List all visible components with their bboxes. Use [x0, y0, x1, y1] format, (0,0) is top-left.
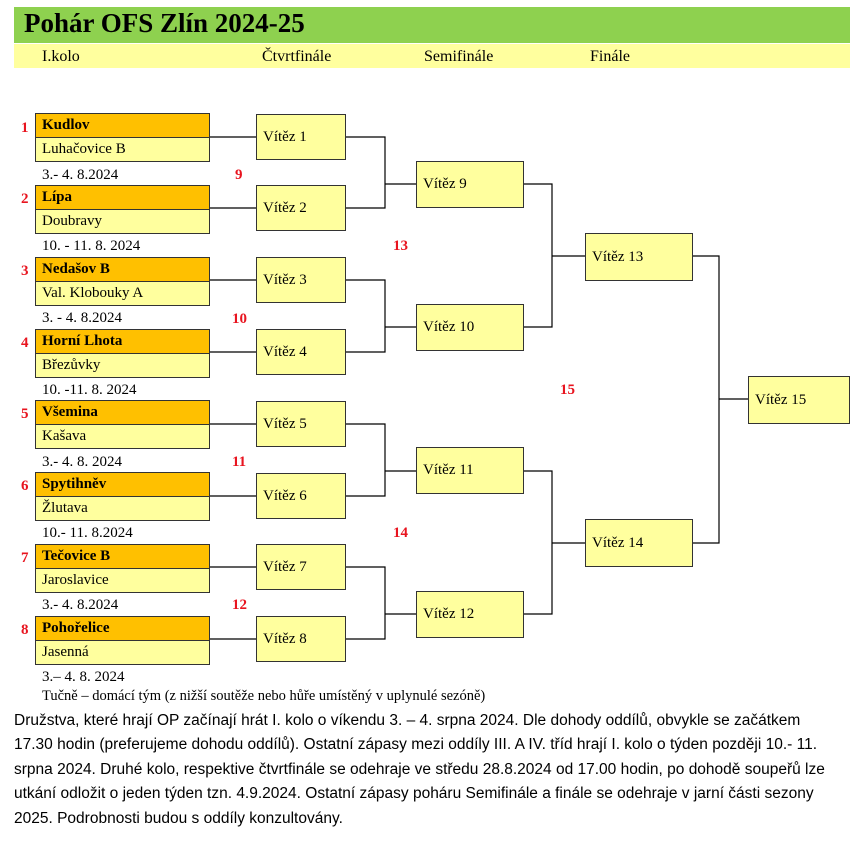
quarterfinal-slot: Vítěz 6: [256, 473, 346, 519]
quarterfinal-slot: Vítěz 7: [256, 544, 346, 590]
semifinal-slot: Vítěz 11: [416, 447, 524, 494]
home-team: Všemina: [35, 400, 210, 425]
semifinal-slot: Vítěz 10: [416, 304, 524, 351]
away-team: Březůvky: [35, 353, 210, 378]
final-match-number: 15: [560, 382, 575, 398]
away-team: Jasenná: [35, 640, 210, 665]
match-date: 3. - 4. 8.2024: [42, 310, 122, 326]
sf-match-number: 13: [393, 238, 408, 254]
quarterfinal-slot: Vítěz 4: [256, 329, 346, 375]
away-team: Luhačovice B: [35, 137, 210, 162]
match-date: 3.- 4. 8.2024: [42, 167, 119, 183]
match-number: 2: [21, 191, 29, 207]
away-team: Žlutava: [35, 496, 210, 521]
round-label-semifinal: Semifinále: [424, 48, 494, 65]
qf-match-number: 10: [232, 311, 247, 327]
match-number: 5: [21, 406, 29, 422]
match-number: 4: [21, 335, 29, 351]
away-team: Jaroslavice: [35, 568, 210, 593]
match-date: 3.- 4. 8.2024: [42, 597, 119, 613]
home-team: Nedašov B: [35, 257, 210, 282]
schedule-note: Družstva, které hrají OP začínají hrát I. kolo o víkendu 3. – 4. srpna 2024. Dle dohody oddílů, obvykle se začátkem 17.30 hodin (preferujeme dohodu oddílů). Ostatní zápasy mezi oddíly III. A IV. tříd hrají I. kolo o týden později 10.- 11. srpna 2024. Druhé kolo, respektive čtvrtfinále se odehraje ve středu 28.8.2024 od 17.00 hodin, po dohodě soupeřů lze utkání odložit o jeden týden tzn. 4.9.2024. Ostatní zápasy poháru Semifinále a finále se odehraje v jarní části sezony 2025. Podrobnosti budou s oddíly konzultovány.: [14, 712, 825, 827]
match-date: 3.– 4. 8. 2024: [42, 669, 125, 685]
champion-slot: Vítěz 15: [748, 376, 850, 424]
match-number: 7: [21, 550, 29, 566]
semifinal-slot: Vítěz 9: [416, 161, 524, 208]
home-team: Pohořelice: [35, 616, 210, 641]
qf-match-number: 11: [232, 454, 247, 470]
round-label-final: Finále: [590, 48, 630, 65]
quarterfinal-slot: Vítěz 3: [256, 257, 346, 303]
home-team: Kudlov: [35, 113, 210, 138]
final-slot: Vítěz 13: [585, 233, 693, 281]
quarterfinal-slot: Vítěz 1: [256, 114, 346, 160]
match-date: 10. -11. 8. 2024: [42, 382, 137, 398]
final-slot: Vítěz 14: [585, 519, 693, 567]
qf-match-number: 12: [232, 597, 247, 613]
page-title: Pohár OFS Zlín 2024-25: [24, 8, 305, 38]
away-team: Kašava: [35, 424, 210, 449]
home-team: Horní Lhota: [35, 329, 210, 354]
sf-match-number: 14: [393, 525, 408, 541]
quarterfinal-slot: Vítěz 5: [256, 401, 346, 447]
round-label-quarterfinal: Čtvrtfinále: [262, 48, 332, 65]
away-team: Val. Klobouky A: [35, 281, 210, 306]
round-label-first: I.kolo: [42, 48, 80, 65]
match-date: 10.- 11. 8.2024: [42, 525, 133, 541]
legend: Tučně – domácí tým (z nižší soutěže nebo hůře umístěný v uplynulé sezóně): [42, 688, 486, 704]
match-date: 10. - 11. 8. 2024: [42, 238, 141, 254]
match-number: 1: [21, 120, 29, 136]
quarterfinal-slot: Vítěz 2: [256, 185, 346, 231]
match-number: 3: [21, 263, 29, 279]
match-number: 6: [21, 478, 29, 494]
away-team: Doubravy: [35, 209, 210, 234]
quarterfinal-slot: Vítěz 8: [256, 616, 346, 662]
semifinal-slot: Vítěz 12: [416, 591, 524, 638]
home-team: Spytihněv: [35, 472, 210, 497]
home-team: Tečovice B: [35, 544, 210, 569]
match-number: 8: [21, 622, 29, 638]
qf-match-number: 9: [235, 167, 243, 183]
home-team: Lípa: [35, 185, 210, 210]
match-date: 3.- 4. 8. 2024: [42, 454, 122, 470]
